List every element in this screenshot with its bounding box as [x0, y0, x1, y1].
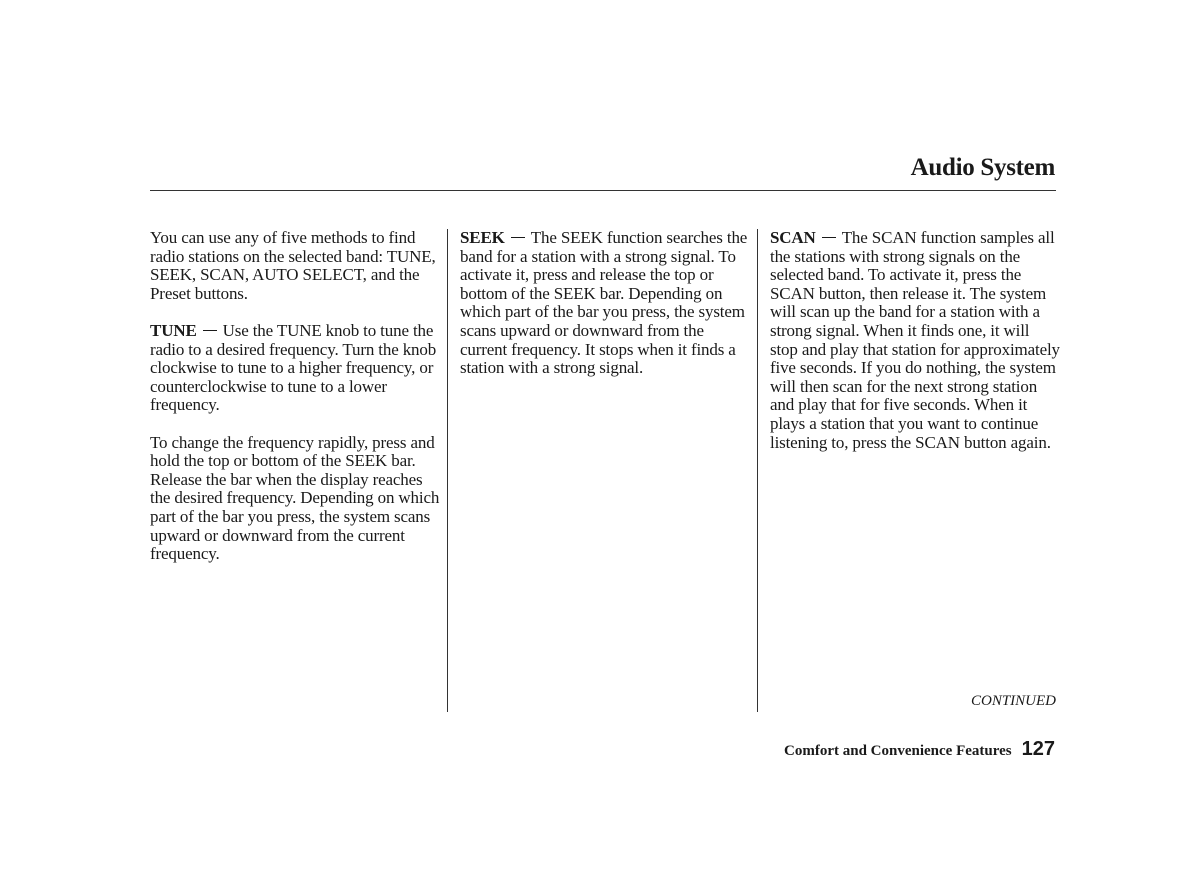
- paragraph-tune: [150, 322, 442, 415]
- paragraph-text: You can use any of five methods to find radio stations on the selected band: TUNE, SEEK, SCAN, AUTO SELECT, and the Preset buttons.: [150, 228, 436, 303]
- continued-label: CONTINUED: [970, 693, 1056, 709]
- text-column-3: [770, 229, 1060, 471]
- paragraph-scan: [770, 229, 1060, 452]
- paragraph-seek: [460, 229, 750, 378]
- paragraph-text: The SCAN function samples all the stations with strong signals on the selected band. To activate it, press the SCAN button, then release it. The system will scan up the band for a station with a strong signal. When it finds one, it will stop and play that station for approximately five seconds. If you do nothing, the system will then scan for the next strong station and play that for five seconds. When it plays a station that you want to continue listening to, press the SCAN button again.: [770, 228, 1060, 452]
- paragraph-text: To change the frequency rapidly, press and hold the top or bottom of the SEEK bar. Release the bar when the display reaches the desired frequency. Depending on which part of the bar you press, the system scans upward or downward from the current frequency.: [150, 432, 440, 564]
- term-seek: SEEK: [460, 228, 505, 247]
- paragraph-text: Use the TUNE knob to tune the radio to a desired frequency. Turn the knob clockwise to tune to a higher frequency, or counterclockwise to tune to a lower frequency.: [150, 320, 437, 415]
- page-number: 127: [1021, 738, 1055, 760]
- text-column-2: [460, 229, 750, 396]
- paragraph-rapid-tune: [150, 434, 442, 564]
- page-title: Audio System: [910, 154, 1055, 181]
- term-scan: SCAN: [770, 228, 816, 247]
- column-divider: [757, 229, 758, 712]
- column-divider: [447, 229, 448, 712]
- header-rule: [150, 190, 1056, 191]
- footer-section-title: Comfort and Convenience Features: [784, 743, 1012, 759]
- text-column-1: [150, 229, 442, 582]
- paragraph-text: The SEEK function searches the band for a station with a strong signal. To activate it, press and release the top or bottom of the SEEK bar. Depending on which part of the bar you press, the system scans upward or downward from the current frequency. It stops when it finds a station with a strong signal.: [460, 228, 748, 378]
- term-tune: TUNE: [150, 320, 197, 340]
- em-dash: [203, 330, 217, 331]
- page-footer: [784, 738, 1055, 761]
- em-dash: [511, 237, 525, 238]
- em-dash: [822, 237, 836, 238]
- paragraph-intro: [150, 229, 442, 303]
